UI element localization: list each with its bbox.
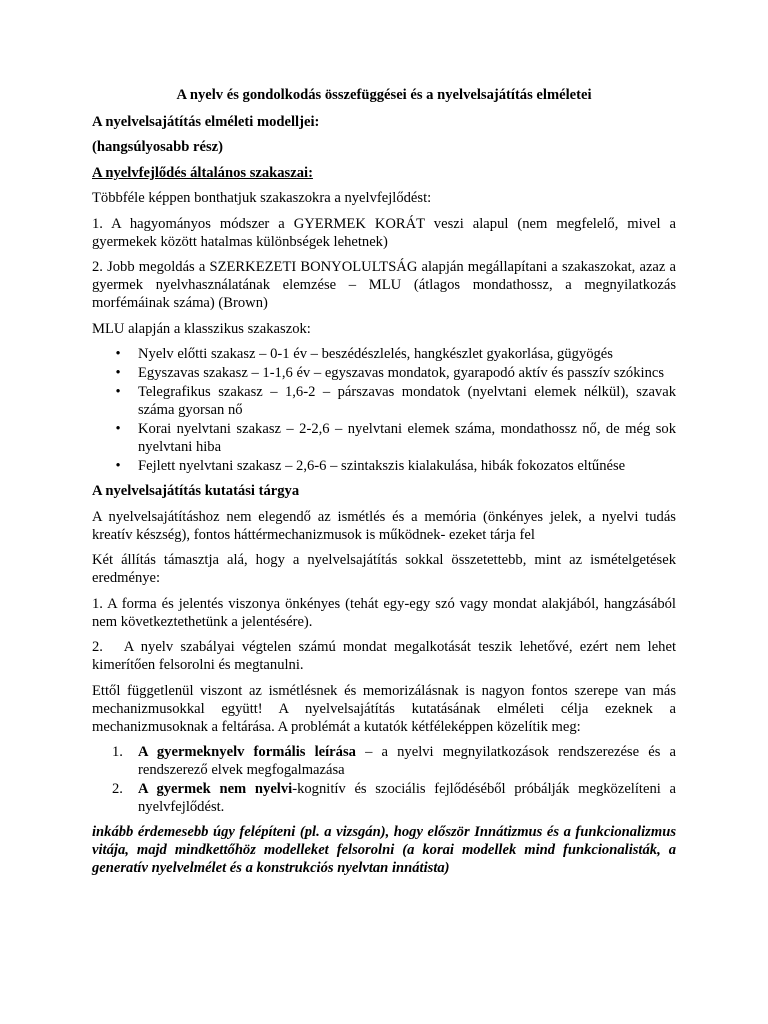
bullet-icon: • — [115, 346, 121, 362]
claim-1: 1. A forma és jelentés viszonya önkényes (tehát egy-egy szó vagy mondat alakjából, hangzásából nem következtethetünk a jelentésére). — [92, 595, 676, 630]
stage-text: Telegrafikus szakasz – 1,6-2 – párszavas mondatok (nyelvtani elemek nélkül), szavak száma gyorsan nő — [138, 384, 676, 418]
claim-2: 2. A nyelv szabályai végtelen számú mondat megalkotását teszik lehetővé, ezért nem lehet kimerítően felsorolni és megtanulni. — [92, 639, 680, 673]
claims-paragraph: Két állítás támasztja alá, hogy a nyelvelsajátítás sokkal összetettebb, mint az ismételgetések eredménye: — [92, 552, 676, 586]
mlu-intro: MLU alapján a klasszikus szakaszok: — [92, 320, 311, 337]
research-paragraph: A nyelvelsajátításhoz nem elegendő az ismétlés és a memória (önkényes jelek, a nyelvi tudás kreatív készség), fontos háttérmechanizmusok is működnek- ezeket tárja fel — [92, 508, 676, 543]
approach-bold: A gyermeknyelv formális leírása — [138, 744, 356, 760]
bullet-icon: • — [115, 384, 121, 400]
list-item — [115, 364, 676, 382]
list-item — [115, 383, 676, 419]
approach-bold: A gyermek nem nyelvi — [138, 781, 293, 797]
bullet-icon: • — [115, 458, 121, 474]
list-item — [115, 420, 676, 456]
approach-text: -kognitív és szociális fejlődéséből próbálják megközelíteni a nyelvfejlődést. — [138, 781, 676, 815]
list-item — [115, 345, 676, 363]
stages-point-1: 1. A hagyományos módszer a GYERMEK KORÁT veszi alapul (nem megfelelő, mivel a gyermekek között hatalmas különbségek lehetnek) — [92, 215, 676, 250]
bullet-icon: • — [115, 421, 121, 437]
stages-point-2: 2. Jobb megoldás a SZERKEZETI BONYOLULTSÁG alapján megállapítani a szakaszokat, azaz a gyermek nyelvhasználatának elemzése – MLU (átlagos mondathossz, a megnyilatkozás morfémáinak száma) (Brown) — [92, 259, 676, 311]
nevertheless-paragraph: Ettől függetlenül viszont az ismétlésnek és memorizálásnak is nagyon fontos szerepe van más mechanizmusokkal együtt! A nyelvelsajátítás kutatásának elméleti célja ezeknek a mechanizmusoknak a feltárása. A problémát a kutatók kétféleképpen közelítik meg: — [92, 682, 676, 735]
approach-text: – a nyelvi megnyilatkozások rendszerezése és a rendszerező elvek megfogalmazása — [138, 744, 676, 778]
list-item — [112, 743, 676, 779]
section-heading-research: A nyelvelsajátítás kutatási tárgya — [92, 483, 300, 499]
stage-text: Egyszavas szakasz – 1-1,6 év – egyszavas mondatok, gyarapodó aktív és passzív szókincs — [138, 365, 665, 381]
bullet-icon: • — [115, 365, 121, 381]
section-heading-models: A nyelvelsajátítás elméleti modelljei: — [92, 113, 320, 130]
stage-text: Korai nyelvtani szakasz – 2-2,6 – nyelvtani elemek száma, mondathossz nő, de még sok nyelvtani hiba — [138, 421, 676, 455]
list-number: 1. — [112, 744, 123, 760]
stage-text: Nyelv előtti szakasz – 0-1 év – beszédészlelés, hangkészlet gyakorlása, gügyögés — [138, 346, 613, 362]
approaches-list — [92, 743, 676, 816]
stages-intro: Többféle képpen bonthatjuk szakaszokra a nyelvfejlődést: — [92, 190, 432, 206]
list-item — [115, 457, 676, 475]
document-title: A nyelv és gondolkodás összefüggései és a nyelvelsajátítás elméletei — [176, 87, 592, 103]
section-subheading-emphasis: (hangsúlyosabb rész) — [92, 139, 223, 155]
stage-text: Fejlett nyelvtani szakasz – 2,6-6 – szintakszis kialakulása, hibák fokozatos eltűnése — [138, 458, 626, 474]
final-note: inkább érdemesebb úgy felépíteni (pl. a vizsgán), hogy először Innátizmus és a funkcionalizmus vitája, majd mindkettőhöz modelleket felsorolni (a korai modellek mind funkcionalisták, a generatív nyelvelmélet és a konstrukciós nyelvtan innátista) — [92, 824, 676, 876]
mlu-stage-list — [92, 345, 676, 475]
list-item — [112, 780, 676, 816]
section-heading-stages: A nyelvfejlődés általános szakaszai: — [92, 164, 313, 181]
list-number: 2. — [112, 781, 123, 797]
